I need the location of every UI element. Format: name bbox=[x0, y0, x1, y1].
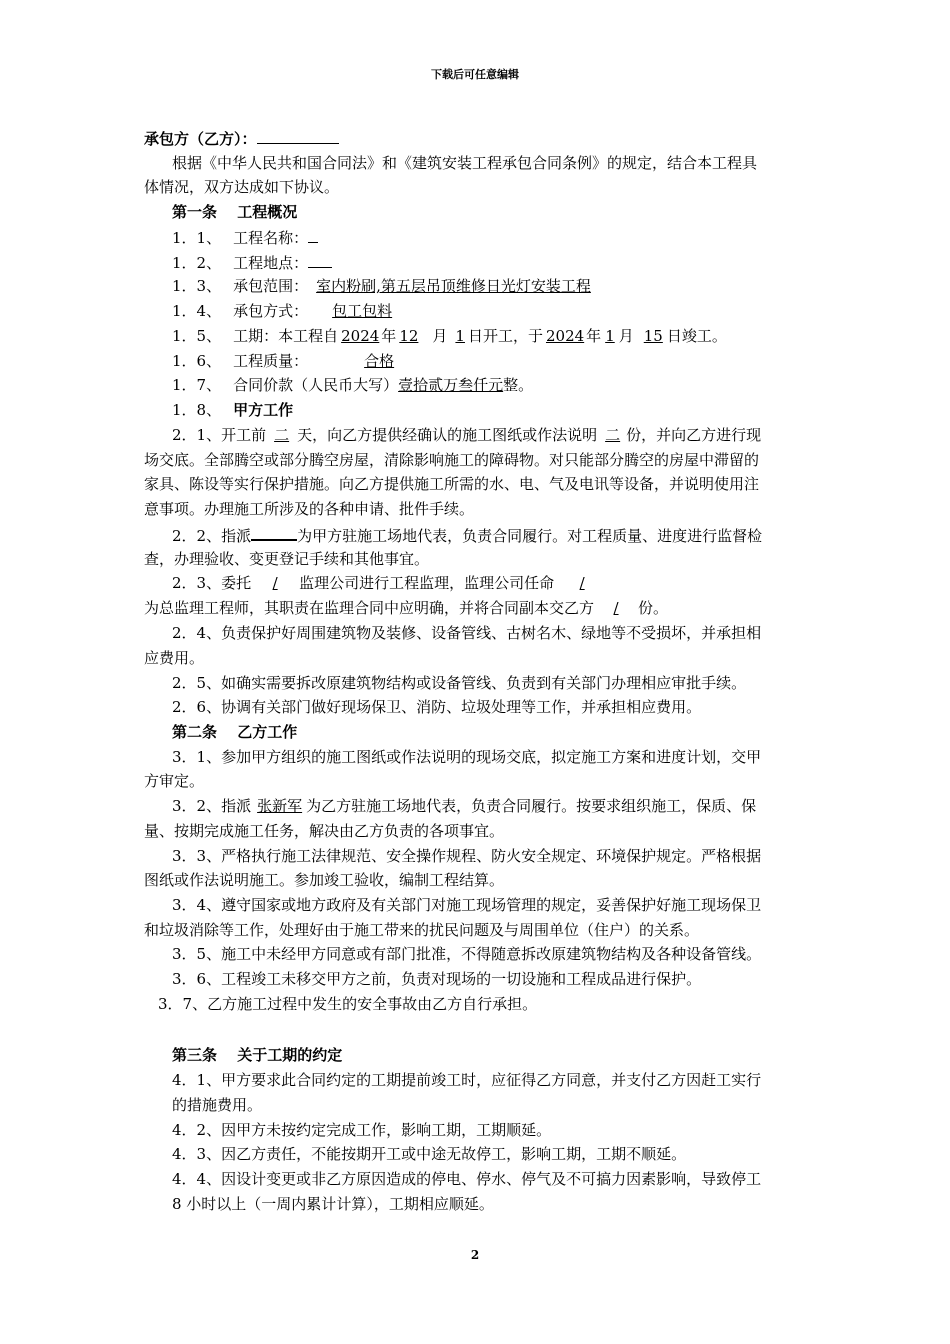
clause-4-3: 4．3、因乙方责任，不能按期开工或中途无故停工，影响工期，工期不顺延。 bbox=[172, 1145, 687, 1163]
party-a-rep-field bbox=[251, 524, 297, 541]
clause-2-3-line-2 bbox=[144, 598, 668, 618]
clause-text: 2．1、开工前 bbox=[172, 426, 267, 444]
clause-2-4-line-2: 应费用。 bbox=[144, 649, 205, 667]
item-1-1 bbox=[172, 227, 318, 248]
item-number: 1．1、 bbox=[172, 229, 222, 247]
item-number: 1．2、 bbox=[172, 254, 222, 272]
project-location-label: 工程地点： bbox=[233, 254, 309, 272]
price-label: 合同价款（人民币大写） bbox=[233, 376, 399, 394]
project-location-field bbox=[308, 252, 332, 268]
clause-2-2-line-2: 查，办理验收、变更登记手续和其他事宜。 bbox=[144, 550, 430, 568]
clause-4-4-line-2: 8 小时以上（一周内累计计算），工期相应顺延。 bbox=[172, 1195, 494, 1213]
clause-2-4-line-1: 2．4、负责保护好周围建筑物及装修、设备管线、古树名木、绿地等不受损坏，并承担相 bbox=[172, 624, 762, 642]
clause-text: 份，并向乙方进行现 bbox=[626, 426, 762, 444]
clause-3-2-line-1 bbox=[172, 796, 756, 816]
clause-3-4-line-2: 和垃圾消除等工作，处理好由于施工带来的扰民问题及与周围单位（住户）的关系。 bbox=[144, 921, 700, 939]
clause-2-5: 2．5、如确实需要拆改原建筑物结构或设备管线、负责到有关部门办理相应审批手续。 bbox=[172, 674, 747, 692]
clause-3-2-line-2: 量、按期完成施工任务，解决由乙方负责的各项事宜。 bbox=[144, 822, 505, 840]
end-text: 日竣工。 bbox=[666, 327, 727, 345]
clause-2-1-line-4: 意事项。办理施工所涉及的各种申请、批件手续。 bbox=[144, 500, 475, 518]
month-char: 月 bbox=[618, 327, 634, 345]
quality-value: 合格 bbox=[364, 352, 395, 370]
end-year: 2024 bbox=[545, 327, 585, 345]
start-year: 2024 bbox=[341, 327, 380, 345]
year-char: 年 bbox=[586, 327, 602, 345]
end-day: 15 bbox=[643, 327, 663, 345]
days-value: 二 bbox=[274, 426, 290, 444]
item-number: 1．8、 bbox=[172, 401, 222, 419]
copies-value: 二 bbox=[605, 426, 621, 444]
project-name-field bbox=[308, 227, 318, 243]
clause-4-2: 4．2、因甲方未按约定完成工作，影响工期，工期顺延。 bbox=[172, 1121, 552, 1139]
price-value: 壹拾贰万叁仟元 bbox=[398, 376, 504, 394]
period-text: 工期：本工程自 bbox=[233, 327, 339, 345]
clause-2-1-line-1 bbox=[172, 425, 761, 445]
item-1-3 bbox=[172, 276, 605, 296]
clause-3-5: 3．5、施工中未经甲方同意或有部门批准，不得随意拆改原建筑物结构及各种设备管线。 bbox=[172, 945, 762, 963]
intro-line-1: 根据《中华人民共和国合同法》和《建筑安装工程承包合同条例》的规定，结合本工程具 bbox=[172, 154, 758, 172]
item-1-6 bbox=[172, 351, 446, 371]
clause-3-4-line-1: 3．4、遵守国家或地方政府及有关部门对施工现场管理的规定，妥善保护好施工现场保卫 bbox=[172, 896, 762, 914]
party-b-label: 承包方（乙方）： bbox=[144, 130, 257, 148]
scope-label: 承包范围： bbox=[233, 277, 309, 295]
month-char: 月 bbox=[432, 327, 448, 345]
item-1-2 bbox=[172, 252, 332, 273]
clause-text: 监理公司进行工程监理，监理公司任命 bbox=[299, 574, 555, 592]
copies-field: / bbox=[613, 599, 619, 617]
party-b-field bbox=[257, 128, 339, 144]
clause-3-7: 3．7、乙方施工过程中发生的安全事故由乙方自行承担。 bbox=[158, 995, 538, 1013]
party-b-rep-value: 张新军 bbox=[257, 797, 303, 815]
party-a-work-heading: 甲方工作 bbox=[233, 401, 294, 419]
clause-2-6: 2．6、协调有关部门做好现场保卫、消防、垃圾处理等工作，并承担相应费用。 bbox=[172, 698, 702, 716]
scope-value: 室内粉刷,第五层吊顶维修日光灯安装工程 bbox=[316, 277, 591, 295]
clause-text: 为甲方驻施工场地代表，负责合同履行。对工程质量、进度进行监督检 bbox=[297, 527, 763, 545]
quality-label: 工程质量： bbox=[233, 352, 309, 370]
supervisor-company-field: / bbox=[272, 574, 278, 592]
item-1-4 bbox=[172, 301, 520, 321]
clause-text: 为乙方驻施工场地代表，负责合同履行。按要求组织施工，保质、保 bbox=[306, 797, 757, 815]
clause-2-2-line-1 bbox=[172, 524, 762, 546]
chief-engineer-field: / bbox=[579, 574, 585, 592]
start-month: 12 bbox=[399, 327, 419, 345]
item-number: 1．6、 bbox=[172, 352, 222, 370]
clause-2-1-line-3: 家具、陈设等实行保护措施。向乙方提供施工所需的水、电、气及电讯等设备，并说明使用注 bbox=[144, 475, 760, 493]
end-month: 1 bbox=[605, 327, 615, 345]
article-2-heading: 第二条 乙方工作 bbox=[172, 723, 298, 741]
clause-3-1-line-2: 方审定。 bbox=[144, 772, 205, 790]
clause-text: 为总监理工程师，其职责在监理合同中应明确，并将合同副本交乙方 bbox=[144, 599, 595, 617]
project-name-label: 工程名称： bbox=[233, 229, 309, 247]
page-number: 2 bbox=[470, 1248, 480, 1262]
item-number: 1．3、 bbox=[172, 277, 222, 295]
clause-4-1-line-2: 的措施费用。 bbox=[172, 1096, 263, 1114]
clause-3-3-line-2: 图纸或作法说明施工。参加竣工验收，编制工程结算。 bbox=[144, 871, 505, 889]
clause-text: 3．2、指派 bbox=[172, 797, 252, 815]
clause-text: 2．2、指派 bbox=[172, 527, 252, 545]
item-number: 1．7、 bbox=[172, 376, 222, 394]
clause-text: 2．3、委托 bbox=[172, 574, 252, 592]
article-3-heading: 第三条 关于工期的约定 bbox=[172, 1046, 343, 1064]
start-day: 1 bbox=[455, 327, 465, 345]
clause-3-1-line-1: 3．1、参加甲方组织的施工图纸或作法说明的现场交底，拟定施工方案和进度计划，交甲 bbox=[172, 748, 762, 766]
start-text: 日开工，于 bbox=[467, 327, 543, 345]
method-label: 承包方式： bbox=[233, 302, 309, 320]
clause-text: 份。 bbox=[638, 599, 669, 617]
clause-4-1-line-1: 4．1、甲方要求此合同约定的工期提前竣工时，应征得乙方同意，并支付乙方因赶工实行 bbox=[172, 1071, 762, 1089]
clause-3-6: 3．6、工程竣工未移交甲方之前，负责对现场的一切设施和工程成品进行保护。 bbox=[172, 970, 702, 988]
method-value: 包工包料 bbox=[332, 302, 393, 320]
clause-2-1-line-2: 场交底。全部腾空或部分腾空房屋，清除影响施工的障碍物。对只能部分腾空的房屋中滞留的 bbox=[144, 451, 760, 469]
clause-text: 天，向乙方提供经确认的施工图纸或作法说明 bbox=[297, 426, 598, 444]
article-1-heading: 第一条 工程概况 bbox=[172, 203, 298, 221]
item-number: 1．4、 bbox=[172, 302, 222, 320]
clause-2-3-line-1 bbox=[172, 573, 610, 593]
clause-4-4-line-1: 4．4、因设计变更或非乙方原因造成的停电、停水、停气及不可搞力因素影响，导致停工 bbox=[172, 1170, 762, 1188]
intro-line-2: 体情况，双方达成如下协议。 bbox=[144, 178, 340, 196]
price-suffix: 整。 bbox=[503, 376, 534, 394]
party-b-line bbox=[144, 128, 339, 149]
clause-3-3-line-1: 3．3、严格执行施工法律规范、安全操作规程、防火安全规定、环境保护规定。严格根据 bbox=[172, 847, 762, 865]
item-1-5 bbox=[172, 326, 727, 346]
item-1-8 bbox=[172, 400, 293, 420]
item-1-7 bbox=[172, 375, 533, 395]
item-number: 1．5、 bbox=[172, 327, 222, 345]
page-header: 下载后可任意编辑 bbox=[431, 68, 519, 81]
year-char: 年 bbox=[381, 327, 397, 345]
